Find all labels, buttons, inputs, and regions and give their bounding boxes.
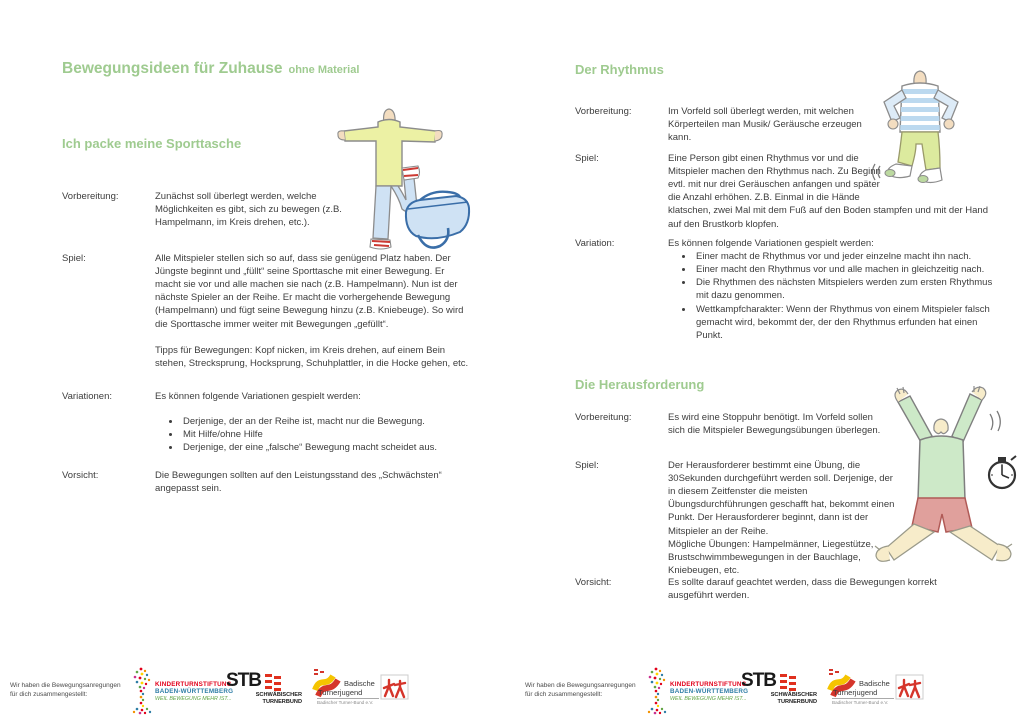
- variation-intro: Es können folgende Variationen gespielt werden:: [668, 238, 874, 249]
- row-rhythmus-spiel: [575, 152, 993, 231]
- btj-line2: Turnerjugend: [318, 688, 363, 697]
- variationen-intro: Es können folgende Variationen gespielt werden:: [155, 391, 361, 402]
- kinderturnstiftung-dots-icon: [646, 666, 668, 716]
- text-herausforderung-vorbereitung: Es wird eine Stoppuhr benötigt. Im Vorfeld sollen sich die Mitspieler Bewegungsübungen überlegen.: [668, 412, 881, 437]
- text-rhythmus-spiel: [668, 152, 993, 231]
- row-variationen: [62, 390, 470, 454]
- variationen-bullet-list: [155, 415, 470, 454]
- badische-turnerjugend-logo: [827, 668, 929, 714]
- row-rhythmus-variation: [575, 237, 995, 342]
- kinderturnstiftung-line1: KINDERTURNSTIFTUNG: [155, 680, 232, 688]
- footer-right: [515, 660, 1030, 728]
- label-vorbereitung: Vorbereitung:: [575, 106, 632, 117]
- stb-line2: TURNERBUND: [262, 698, 302, 705]
- section-heading-rhythmus: Der Rhythmus: [575, 62, 664, 77]
- figure-head: [914, 71, 926, 84]
- label-vorbereitung: Vorbereitung:: [62, 191, 119, 202]
- figure-left-hand: [338, 131, 345, 140]
- row-vorsicht: [62, 469, 470, 495]
- row-vorbereitung: [62, 190, 468, 229]
- text-rhythmus-vorbereitung: Im Vorfeld soll überlegt werden, mit welchen Körperteilen man Musik/ Geräusche erzeugen kann.: [668, 106, 862, 144]
- kinderturnstiftung-dots-icon: [131, 666, 153, 716]
- btj-rule: [317, 698, 379, 699]
- illustration-person-with-sportsbag: [336, 106, 474, 263]
- stopwatch-icon: [989, 456, 1016, 488]
- text-herausforderung-spiel-paragraph-2: Mögliche Übungen: Hampelmänner, Liegestütze, Brustschwimmbewegungen in der Bauchlage, Kniebeugen, etc.: [668, 538, 874, 576]
- figure-right-hand: [435, 131, 442, 142]
- stb-mark-icon: [264, 673, 282, 691]
- page-right: [515, 0, 1030, 728]
- text-vorbereitung: Zunächst soll überlegt werden, welche Möglichkeiten es gibt, sich zu bewegen (z.B. Hampelmann, im Kreis drehen, etc.).: [155, 191, 342, 229]
- section-heading-sporttasche: Ich packe meine Sporttasche: [62, 136, 242, 151]
- stb-line1: SCHWÄBISCHER: [255, 692, 302, 698]
- kinderturnstiftung-logo: [646, 666, 748, 716]
- label-spiel: Spiel:: [575, 460, 599, 471]
- row-spiel: [62, 252, 470, 370]
- variation-bullet: • Wettkampfcharakter: Wenn der Rhythmus von einem Mitspieler falsch gemacht wird, bekommt der, der den Rhythmus erfunden hat einen Punkt.: [694, 303, 995, 342]
- text-herausforderung-vorsicht: Es sollte darauf geachtet werden, dass die Bewegungen korrekt ausgeführt werden.: [668, 577, 937, 602]
- illustration-spacer: [881, 152, 993, 193]
- btj-figures-icon: [895, 674, 925, 700]
- stb-logo: [741, 672, 817, 706]
- stb-logo: [226, 672, 302, 706]
- variationen-bullet: • Derjenige, der an der Reihe ist, macht nur die Bewegung.: [181, 415, 470, 428]
- variation-bullet: • Die Rhythmen des nächsten Mitspielers werden zum ersten Rhythmus mit dazu genommen.: [694, 276, 995, 302]
- section-heading-herausforderung: Die Herausforderung: [575, 377, 705, 392]
- text-spiel: [155, 252, 470, 370]
- kinderturnstiftung-text: [670, 681, 748, 702]
- footer-left: [0, 660, 515, 728]
- btj-figures-icon: [380, 674, 410, 700]
- row-rhythmus-vorbereitung: [575, 105, 993, 144]
- label-variation: Variation:: [575, 238, 615, 249]
- figure-right-foot: [996, 544, 1012, 561]
- btj-line2: Turnerjugend: [833, 688, 878, 697]
- kinderturnstiftung-logo: [131, 666, 233, 716]
- kinderturnstiftung-line2: BADEN-WÜRTTEMBERG: [670, 687, 749, 695]
- footer-credit: Wir haben die Bewegungsanregungen für dich zusammengestellt:: [10, 682, 121, 699]
- text-herausforderung-spiel-paragraph-1: Der Herausforderer bestimmt eine Übung, die 30Sekunden durchgeführt werden soll. Derjenige, der in diesem Zeitfenster die meisten Übungsdurchführungen geschafft hat, bekommt einen Punkt. Der Herausforderer beginnt, dann ist der Mitspieler an der Reihe.: [668, 460, 895, 537]
- row-herausforderung-vorsicht: [575, 576, 993, 602]
- label-vorsicht: Vorsicht:: [575, 577, 612, 588]
- badische-turnerjugend-logo: [312, 668, 414, 714]
- label-vorbereitung: Vorbereitung:: [575, 412, 632, 423]
- variationen-bullet: • Mit Hilfe/ohne Hilfe: [181, 428, 470, 441]
- row-herausforderung-vorbereitung: [575, 411, 993, 437]
- variation-bullet-list: [668, 250, 995, 342]
- stb-line1: SCHWÄBISCHER: [770, 692, 817, 698]
- text-vorsicht: Die Bewegungen sollten auf den Leistungsstand des „Schwächsten“ angepasst sein.: [155, 470, 442, 495]
- label-spiel: Spiel:: [575, 153, 599, 164]
- kinderturnstiftung-line1: KINDERTURNSTIFTUNG: [670, 680, 747, 688]
- text-rhythmus-spiel-body: Eine Person gibt einen Rhythmus vor und die Mitspieler machen den Rhythmus nach. Zu Beginn evtl. mit nur drei Geräuschen anfangen und später die Anzahl erhöhen. Z.B. Einmal in die Hände klatschen, zwei Mal mit dem Fuß auf den Boden stampfen und mit der Hand auf den Brustkorb klopfen.: [668, 153, 988, 230]
- variationen-bullet: • Derjenige, der eine „falsche“ Bewegung macht scheidet aus.: [181, 441, 470, 454]
- variation-bullet: • Einer macht den Rhythmus vor und alle machen in gleichzeitig nach.: [694, 263, 995, 276]
- variation-bullet: • Einer macht de Rhythmus vor und jeder einzelne macht ihn nach.: [694, 250, 995, 263]
- footer-credit: Wir haben die Bewegungsanregungen für dich zusammengestellt:: [525, 682, 636, 699]
- btj-line1: Badische: [859, 679, 890, 688]
- label-variationen: Variationen:: [62, 391, 112, 402]
- kinderturnstiftung-line2: BADEN-WÜRTTEMBERG: [155, 687, 234, 695]
- label-spiel: Spiel:: [62, 253, 86, 264]
- document-title-main: Bewegungsideen für Zuhause: [62, 60, 283, 77]
- stb-abbr: STB: [226, 670, 261, 691]
- btj-line3: Badischer Turner-Bund e.V.: [317, 700, 374, 705]
- text-herausforderung-spiel: [668, 459, 900, 577]
- label-vorsicht: Vorsicht:: [62, 470, 99, 481]
- btj-line3: Badischer Turner-Bund e.V.: [832, 700, 889, 705]
- text-spiel-paragraph-1: Alle Mitspieler stellen sich so auf, dass sie genügend Platz haben. Der Jüngste beginnt und „füllt“ seine Sporttasche mit einer Bewegung. Er macht sie vor und alle machen sie nach (z.B. Hampelmann). Nun ist der nächste Spieler an der Reihe. Er macht die vorhergehende Bewegung (Hampelmann) und fügt seine Bewegung hinzu (z.B. Kniebeuge). So wird die Sporttasche immer weiter mit Bewegungen „gefüllt“.: [155, 253, 464, 330]
- kinderturnstiftung-line3: WEIL BEWEGUNG MEHR IST...: [155, 695, 232, 702]
- kinderturnstiftung-text: [155, 681, 233, 702]
- figure-shirt: [344, 120, 436, 187]
- text-variationen: [155, 390, 470, 454]
- document-title-suffix: ohne Material: [288, 64, 360, 76]
- stb-mark-icon: [779, 673, 797, 691]
- text-rhythmus-variation: [668, 237, 995, 342]
- btj-rule: [832, 698, 894, 699]
- text-spiel-paragraph-2: Tipps für Bewegungen: Kopf nicken, im Kreis drehen, auf einem Bein stehen, Strecksprung, Hocksprung, Schuhplattler, in die Hocke gehen, etc.: [155, 344, 469, 369]
- stb-line2: TURNERBUND: [777, 698, 817, 705]
- row-herausforderung-spiel: [575, 459, 993, 577]
- document-title: [62, 60, 359, 78]
- btj-line1: Badische: [344, 679, 375, 688]
- kinderturnstiftung-line3: WEIL BEWEGUNG MEHR IST...: [670, 695, 747, 702]
- stb-abbr: STB: [741, 670, 776, 691]
